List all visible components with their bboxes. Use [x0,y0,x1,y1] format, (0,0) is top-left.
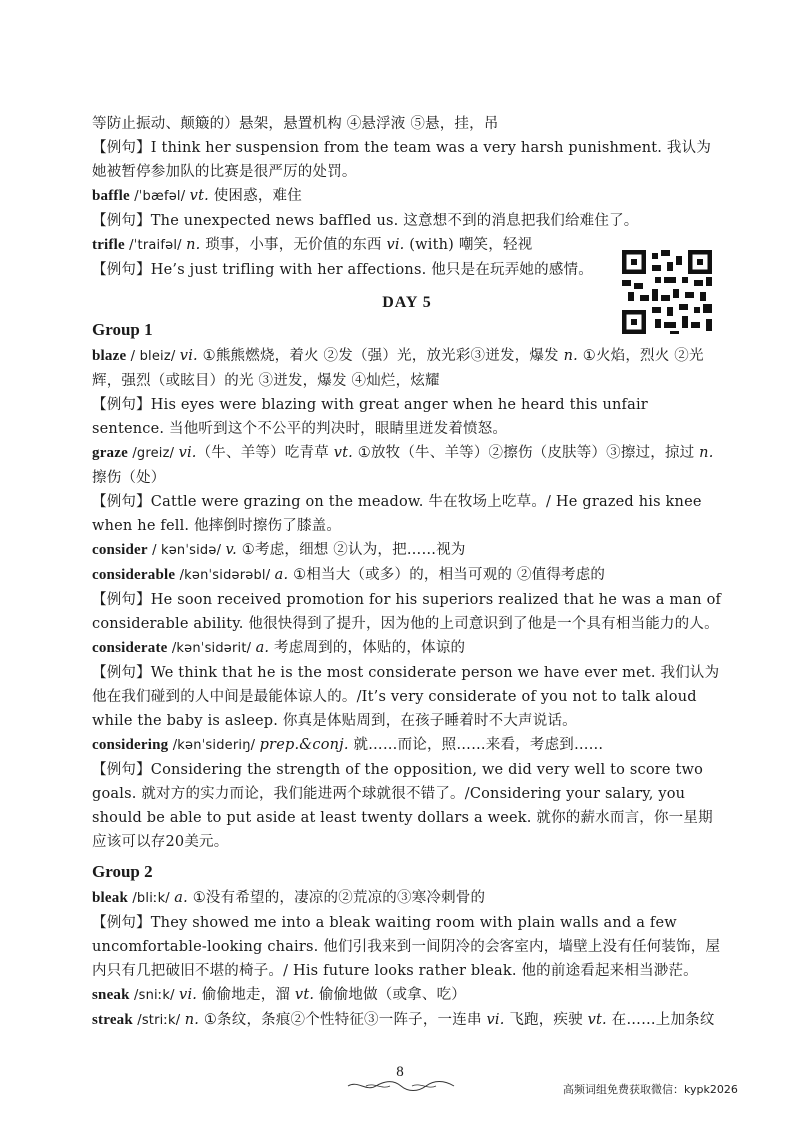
headword: consider [92,542,148,558]
definition: 就……而论，照……来看，考虑到…… [348,737,604,753]
entry-graze [92,441,722,490]
example-line: 【例句】Cattle were grazing on the meadow. 牛在牧场上吃草。/ He grazed his knee when he fell. 他摔倒时擦伤了膝盖。 [92,494,702,534]
qr-code-icon[interactable] [622,250,712,334]
part-of-speech: a. [174,890,188,906]
example-line: 【例句】His eyes were blazing with great anger when he heard this unfair sentence. 当他听到这个不公平的判决时，眼睛里迸发着愤怒。 [92,397,648,437]
entry-sneak [92,983,722,1008]
entry-streak [92,1008,722,1033]
group-heading: Group 1 [92,320,153,339]
example-line: 【例句】He’s just trifling with her affections. 他只是在玩弄她的感情。 [92,262,593,278]
headword: considering [92,737,169,753]
part-of-speech: vi. [179,348,198,364]
example-line: 【例句】They showed me into a bleak waiting room with plain walls and a few uncomfortable-looking chairs. 他们引我来到一间阴冷的会客室内，墙壁上没有任何装饰，屋内只有几把破旧不堪的椅子。/ His future looks rather bleak. 他的前途看起来相当渺茫。 [92,915,721,979]
phonetic: /kənˈsidərəbl/ [175,568,275,583]
phonetic: / bleiz/ [126,349,180,364]
phonetic: /bliːk/ [128,891,175,906]
text-line: 等防止振动、颠簸的）悬架，悬置机构 ④悬浮液 ⑤悬，挂，吊 [92,116,499,132]
headword: considerate [92,640,168,656]
page-ornament-icon [346,1080,456,1092]
definition: ①火焰，烈火 ②光辉，强烈（或眩目）的光 ③迸发，爆发 ④灿烂，炫耀 [92,348,704,389]
part-of-speech: a. [255,640,270,656]
headword: considerable [92,567,176,583]
day-heading: DAY 5 [382,294,432,311]
part-of-speech: n. [184,1012,200,1028]
headword: sneak [92,987,130,1003]
headword: bleak [92,890,129,906]
definition: ①条纹，条痕②个性特征③一阵子，一连串 [199,1012,487,1028]
headword: baffle [92,188,130,204]
definition: ①考虑，细想 ②认为，把……视为 [236,542,466,558]
phonetic: /ˈtraifəl/ [124,238,187,253]
part-of-speech: a. [274,567,289,583]
headword: blaze [92,348,127,364]
example-line: 【例句】We think that he is the most considerate person we have ever met. 我们认为他在我们碰到的人中间是最能体谅人的。/It’s very considerate of you not to talk aloud while the baby is asleep. 你真是体贴周到，在孩子睡着时不大声说话。 [92,665,720,729]
definition: 飞跑，疾驶 [504,1012,588,1028]
part-of-speech: vt. [333,445,353,461]
part-of-speech: vt. [189,188,209,204]
entry-bleak [92,886,722,911]
definition: ①放牧（牛、羊等）②擦伤（皮肤等）③擦过，掠过 [352,445,700,461]
definition: 偷偷地做（或拿、吃） [314,987,466,1003]
definition: 考虑周到的，体贴的，体谅的 [269,640,466,656]
part-of-speech: n. [563,348,578,364]
part-of-speech: vi. [386,237,405,253]
part-of-speech: vi. [178,445,197,461]
phonetic: /ˈbæfəl/ [129,189,190,204]
phonetic: / kənˈsidə/ [147,543,226,558]
headword: trifle [92,237,125,253]
definition: 使困惑，难住 [208,188,302,204]
part-of-speech: vi. [486,1012,505,1028]
definition: ①熊熊燃烧，着火 ②发（强）光，放光彩③迸发，爆发 [197,348,564,364]
example-line: 【例句】Considering the strength of the opposition, we did very well to score two goals. 就对方的实力而论，我们能进两个球就很不错了。/Considering your salary, you should be able to put aside at least twenty dollars a week. 就你的薪水而言，你一星期应该可以存20美元。 [92,762,713,850]
definition: 擦伤（处） [92,470,166,486]
example-line: 【例句】He soon received promotion for his superiors realized that he was a man of considerable ability. 他很快得到了提升，因为他的上司意识到了他是一个具有相当能力的人。 [92,592,722,632]
entry-considering [92,733,722,758]
part-of-speech: vt. [587,1012,607,1028]
example-line: 【例句】The unexpected news baffled us. 这意想不到的消息把我们给难住了。 [92,213,639,229]
entry-considerate [92,636,722,661]
part-of-speech: vi. [179,987,198,1003]
phonetic: /striːk/ [132,1013,185,1028]
phonetic: /kənˈsidərit/ [167,641,256,656]
headword: graze [92,445,128,461]
footer-note: 高频词组免费获取微信：kypk2026 [563,1083,738,1096]
entry-considerable [92,563,722,588]
phonetic: /kənˈsideriŋ/ [168,738,260,753]
definition: 在……上加条纹 [606,1012,715,1028]
definition: ①没有希望的，凄凉的②荒凉的③寒冷刺骨的 [187,890,486,906]
definition: （牛、羊等）吃青草 [196,445,334,461]
definition: (with) 嘲笑，轻视 [404,237,533,253]
definition: 琐事，小事，无价值的东西 [200,237,387,253]
page-number: 8 [396,1064,404,1080]
phonetic: /greiz/ [127,446,179,461]
group-heading: Group 2 [92,862,153,881]
headword: streak [92,1012,133,1028]
entry-consider [92,538,722,563]
entry-blaze [92,344,722,393]
part-of-speech: n. [699,445,714,461]
part-of-speech: vt. [294,987,315,1003]
part-of-speech: prep.&conj. [259,737,349,753]
part-of-speech: v. [225,542,237,558]
phonetic: /sniːk/ [129,988,180,1003]
definition: ①相当大（或多）的，相当可观的 ②值得考虑的 [288,567,606,583]
entry-baffle [92,184,722,209]
definition: 偷偷地走，溜 [197,987,295,1003]
part-of-speech: n. [186,237,201,253]
example-line: 【例句】I think her suspension from the team was a very harsh punishment. 我认为她被暂停参加队的比赛是很严厉的处罚。 [92,140,712,180]
